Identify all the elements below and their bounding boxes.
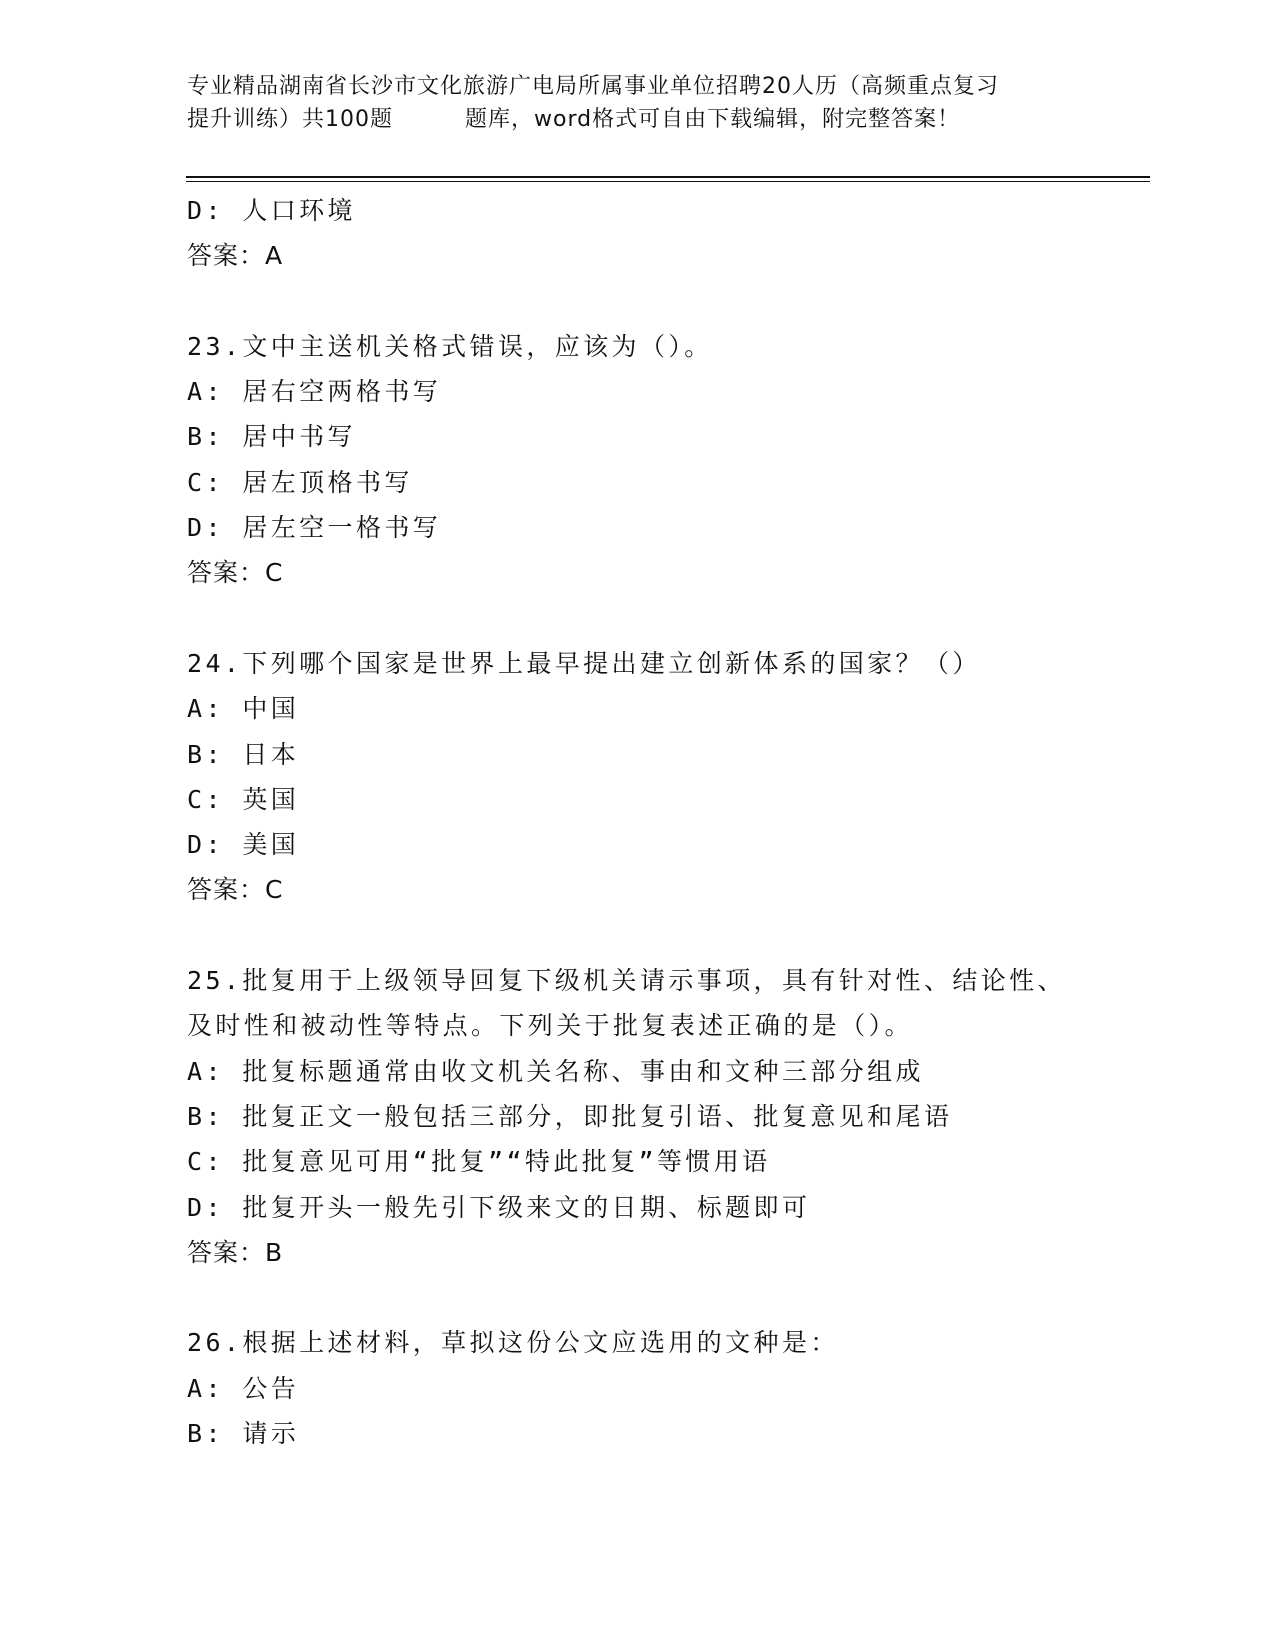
option-d: D: 居左空一格书写 xyxy=(187,513,442,543)
option-b: B: 批复正文一般包括三部分，即批复引语、批复意见和尾语 xyxy=(187,1101,953,1131)
question-24 xyxy=(187,641,1147,913)
option-a: A: 中国 xyxy=(187,694,300,724)
question-26 xyxy=(187,1320,1147,1456)
header-rule-thick xyxy=(186,176,1150,178)
answer-line: 答案：C xyxy=(187,558,284,588)
question-text: 24.下列哪个国家是世界上最早提出建立创新体系的国家？（） xyxy=(187,648,981,678)
question-text-line-2: 及时性和被动性等特点。下列关于批复表述正确的是（）。 xyxy=(187,1011,913,1041)
header-title-line-2 xyxy=(187,103,1087,136)
option-c: C: 批复意见可用“批复”“特此批复”等惯用语 xyxy=(187,1147,771,1177)
option-a: A: 公告 xyxy=(187,1373,300,1403)
question-list xyxy=(187,188,1147,1456)
question-text-line-1: 25.批复用于上级领导回复下级机关请示事项，具有针对性、结论性、 xyxy=(187,966,1066,996)
option-b: B: 居中书写 xyxy=(187,422,356,452)
header-title-part-a: 提升训练）共100题 xyxy=(187,107,393,132)
spacer xyxy=(187,596,1147,641)
question-text: 23.文中主送机关格式错误，应该为（）。 xyxy=(187,331,713,361)
option-a: A: 居右空两格书写 xyxy=(187,377,442,407)
header-title-line-1: 专业精品湖南省长沙市文化旅游广电局所属事业单位招聘20人历（高频重点复习 xyxy=(187,74,999,99)
option-a: A: 批复标题通常由收文机关名称、事由和文种三部分组成 xyxy=(187,1056,924,1086)
answer-line: 答案：A xyxy=(187,241,284,271)
option-d: D: 美国 xyxy=(187,830,300,860)
question-fragment xyxy=(187,188,1147,279)
option-d: D: 人口环境 xyxy=(187,196,356,225)
question-text: 26.根据上述材料，草拟这份公文应选用的文种是： xyxy=(187,1328,839,1358)
header-title-part-b: 题库，word格式可自由下载编辑，附完整答案！ xyxy=(465,107,961,132)
page-header xyxy=(187,70,1087,136)
question-23 xyxy=(187,324,1147,596)
answer-line: 答案：B xyxy=(187,1237,284,1267)
option-b: B: 请示 xyxy=(187,1419,300,1449)
answer-line: 答案：C xyxy=(187,875,284,905)
spacer xyxy=(187,1275,1147,1320)
spacer xyxy=(187,279,1147,324)
option-b: B: 日本 xyxy=(187,739,300,769)
option-c: C: 英国 xyxy=(187,784,300,814)
spacer xyxy=(187,913,1147,958)
question-25 xyxy=(187,958,1147,1275)
header-rule-thin xyxy=(186,181,1150,182)
option-d: D: 批复开头一般先引下级来文的日期、标题即可 xyxy=(187,1192,811,1222)
option-c: C: 居左顶格书写 xyxy=(187,467,413,497)
